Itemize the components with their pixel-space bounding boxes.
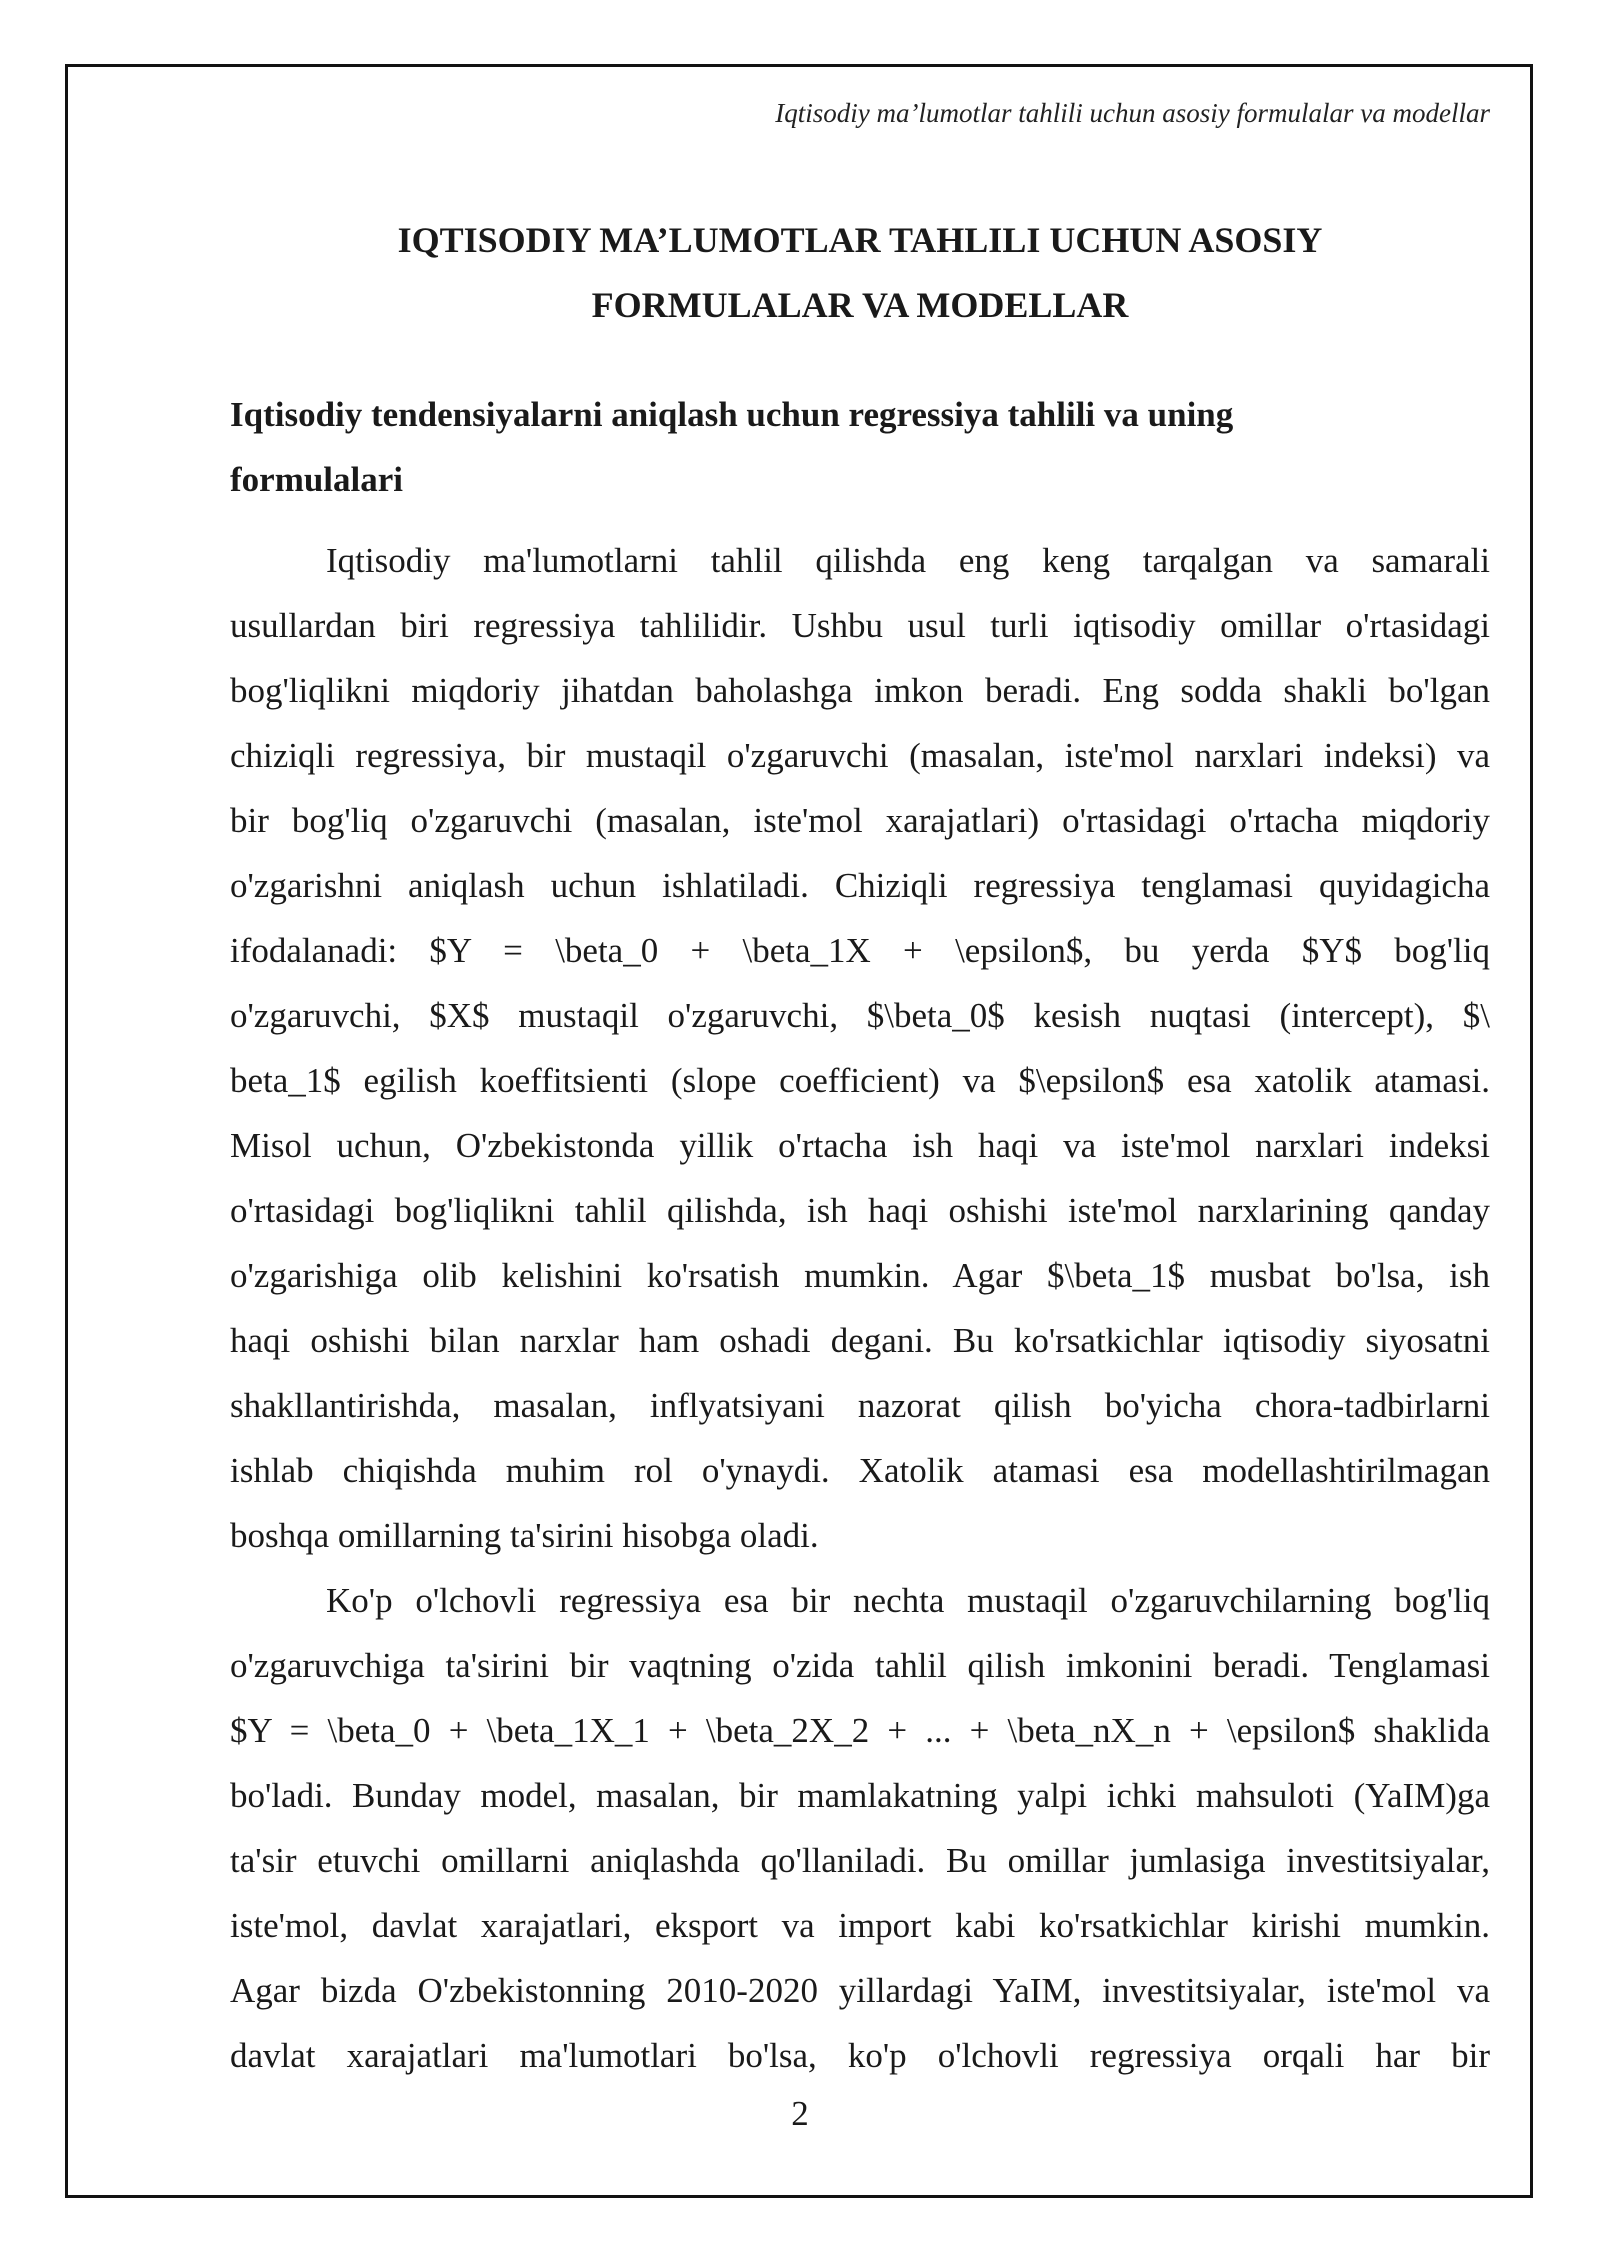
text-line: bog'liqlikni miqdoriy jihatdan baholashga imkon beradi. Eng sodda shakli bo'lgan (230, 671, 1490, 710)
text-line: ta'sir etuvchi omillarni aniqlashda qo'llaniladi. Bu omillar jumlasiga investitsiyalar, (230, 1841, 1490, 1880)
document-title-line: IQTISODIY MA’LUMOTLAR TAHLILI UCHUN ASOSIY (397, 220, 1323, 260)
paragraph-regression-intro (230, 528, 1490, 1568)
document-title-line: FORMULALAR VA MODELLAR (591, 285, 1129, 325)
text-line: shakllantirishda, masalan, inflyatsiyani nazorat qilish bo'yicha chora-tadbirlarni (230, 1386, 1490, 1425)
text-line: usullardan biri regressiya tahlilidir. Ushbu usul turli iqtisodiy omillar o'rtasidagi (230, 606, 1490, 645)
section-heading-line: formulalari (230, 460, 404, 499)
text-line: o'zgaruvchi, $X$ mustaqil o'zgaruvchi, $\beta_0$ kesish nuqtasi (intercept), $\ (230, 996, 1490, 1035)
text-line: o'zgarishni aniqlash uchun ishlatiladi. Chiziqli regressiya tenglamasi quyidagicha (230, 866, 1490, 905)
text-line: chiziqli regressiya, bir mustaqil o'zgaruvchi (masalan, iste'mol narxlari indeksi) va (230, 736, 1490, 775)
section-heading-line: Iqtisodiy tendensiyalarni aniqlash uchun regressiya tahlili va uning (230, 395, 1234, 434)
text-line: beta_1$ egilish koeffitsienti (slope coefficient) va $\epsilon$ esa xatolik atamasi. (230, 1061, 1490, 1100)
text-line: ifodalanadi: $Y = \beta_0 + \beta_1X + \epsilon$, bu yerda $Y$ bog'liq (230, 931, 1490, 970)
document-title (230, 208, 1490, 338)
text-line: Misol uchun, O'zbekistonda yillik o'rtacha ish haqi va iste'mol narxlari indeksi (230, 1126, 1490, 1165)
text-line: Iqtisodiy ma'lumotlarni tahlil qilishda eng keng tarqalgan va samarali (326, 541, 1490, 580)
text-line: o'zgaruvchiga ta'sirini bir vaqtning o'zida tahlil qilish imkonini beradi. Tenglamasi (230, 1646, 1490, 1685)
running-header: Iqtisodiy ma’lumotlar tahlili uchun asosiy formulalar va modellar (775, 98, 1490, 128)
text-line: ishlab chiqishda muhim rol o'ynaydi. Xatolik atamasi esa modellashtirilmagan (230, 1451, 1490, 1490)
section-heading (230, 382, 1490, 512)
text-line: haqi oshishi bilan narxlar ham oshadi degani. Bu ko'rsatkichlar iqtisodiy siyosatni (230, 1321, 1490, 1360)
text-line: iste'mol, davlat xarajatlari, eksport va import kabi ko'rsatkichlar kirishi mumkin. (230, 1906, 1490, 1945)
paragraph-multiple-regression (230, 1568, 1490, 2088)
text-line: Ko'p o'lchovli regressiya esa bir nechta mustaqil o'zgaruvchilarning bog'liq (326, 1581, 1490, 1620)
text-line: davlat xarajatlari ma'lumotlari bo'lsa, ko'p o'lchovli regressiya orqali har bir (230, 2036, 1490, 2075)
text-line: o'rtasidagi bog'liqlikni tahlil qilishda, ish haqi oshishi iste'mol narxlarining qanday (230, 1191, 1490, 1230)
text-line: boshqa omillarning ta'sirini hisobga oladi. (230, 1516, 819, 1555)
text-line: $Y = \beta_0 + \beta_1X_1 + \beta_2X_2 + ... + \beta_nX_n + \epsilon$ shaklida (230, 1711, 1490, 1750)
page-number: 2 (791, 2094, 809, 2133)
text-line: bir bog'liq o'zgaruvchi (masalan, iste'mol xarajatlari) o'rtasidagi o'rtacha miqdoriy (230, 801, 1490, 840)
text-line: o'zgarishiga olib kelishini ko'rsatish mumkin. Agar $\beta_1$ musbat bo'lsa, ish (230, 1256, 1490, 1295)
text-line: Agar bizda O'zbekistonning 2010-2020 yillardagi YaIM, investitsiyalar, iste'mol va (230, 1971, 1490, 2010)
text-line: bo'ladi. Bunday model, masalan, bir mamlakatning yalpi ichki mahsuloti (YaIM)ga (230, 1776, 1490, 1815)
body-text (230, 528, 1490, 2088)
